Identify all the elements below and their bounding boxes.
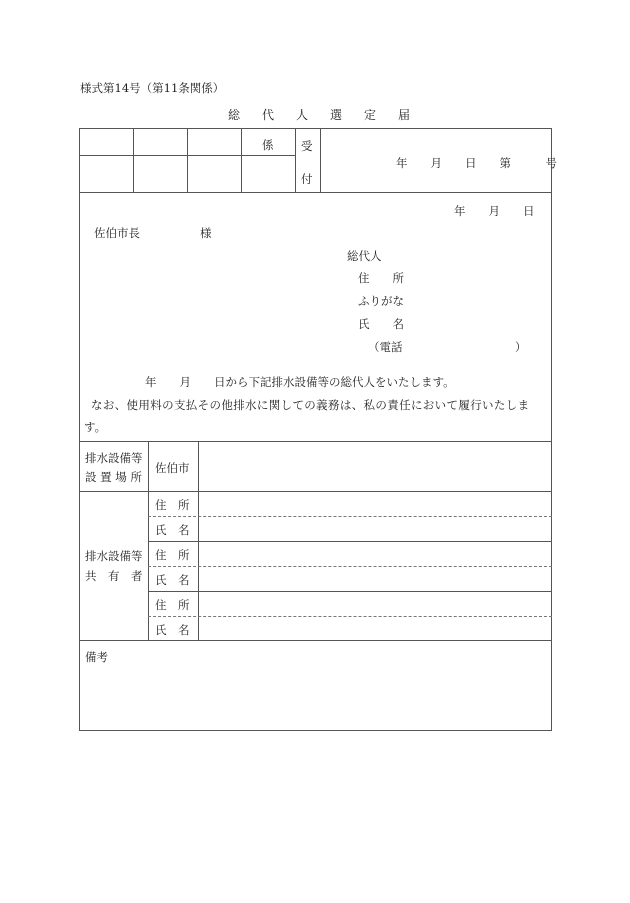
- uketsuke-label-top: 受: [301, 139, 313, 153]
- remarks-field[interactable]: [84, 668, 546, 726]
- location-label-line-1: 排水設備等: [85, 451, 143, 465]
- co-owner-3-address-field[interactable]: [202, 594, 547, 614]
- furigana-field[interactable]: [415, 289, 535, 307]
- co-owner-1-address-label: 住 所: [155, 498, 190, 512]
- furigana-label: ふりがな: [358, 294, 404, 308]
- divider: [148, 591, 552, 592]
- uketsuke-label-bottom: 付: [301, 172, 313, 186]
- form-title: 総代人選定届: [228, 108, 433, 122]
- phone-field[interactable]: [405, 335, 510, 353]
- co-owner-2-address-label: 住 所: [155, 548, 190, 562]
- co-owner-3-name-label: 氏 名: [155, 623, 190, 637]
- co-owner-2-name-label: 氏 名: [155, 573, 190, 587]
- location-city: 佐伯市: [155, 461, 190, 475]
- remarks-label: 備考: [85, 650, 108, 664]
- divider: [133, 128, 134, 193]
- divider: [187, 128, 188, 193]
- co-owner-2-address-field[interactable]: [202, 544, 547, 564]
- phone-open: （電話: [368, 340, 403, 354]
- divider: [320, 128, 321, 193]
- name-label: 氏 名: [358, 317, 404, 331]
- co-owner-2-name-field[interactable]: [202, 569, 547, 589]
- name-field[interactable]: [415, 312, 535, 330]
- letter-date: 年 月 日: [454, 204, 535, 218]
- form-number: 様式第14号（第11条関係）: [80, 81, 225, 95]
- location-label-line-2: 設 置 場 所: [85, 470, 142, 484]
- co-owners-label-line-1: 排水設備等: [85, 549, 143, 563]
- co-owners-label-line-2: 共 有 者: [85, 569, 143, 583]
- honorific: 様: [200, 226, 212, 240]
- addressee: 佐伯市長: [94, 226, 140, 240]
- co-owner-1-address-field[interactable]: [202, 494, 547, 514]
- co-owner-1-name-field[interactable]: [202, 519, 547, 539]
- dashed-divider: [148, 566, 552, 567]
- declaration-line-3: す。: [84, 420, 107, 434]
- kakari-label: 係: [262, 138, 274, 152]
- dashed-divider: [148, 616, 552, 617]
- phone-close: ）: [515, 340, 527, 354]
- divider: [148, 541, 552, 542]
- declaration-line-2: なお、使用料の支払その他排水に関しての義務は、私の責任において履行いたしま: [91, 398, 530, 412]
- reception-date-number: 年 月 日 第 号: [396, 156, 557, 170]
- address-field[interactable]: [415, 266, 535, 284]
- co-owner-3-address-label: 住 所: [155, 598, 190, 612]
- divider: [241, 128, 242, 193]
- location-field[interactable]: [202, 445, 547, 488]
- declaration-line-1: 年 月 日から下記排水設備等の総代人をいたします。: [145, 375, 455, 389]
- dashed-divider: [148, 516, 552, 517]
- co-owner-3-name-field[interactable]: [202, 619, 547, 639]
- representative-label: 総代人: [347, 249, 382, 263]
- co-owner-1-name-label: 氏 名: [155, 523, 190, 537]
- divider: [295, 128, 296, 193]
- address-label: 住 所: [358, 271, 404, 285]
